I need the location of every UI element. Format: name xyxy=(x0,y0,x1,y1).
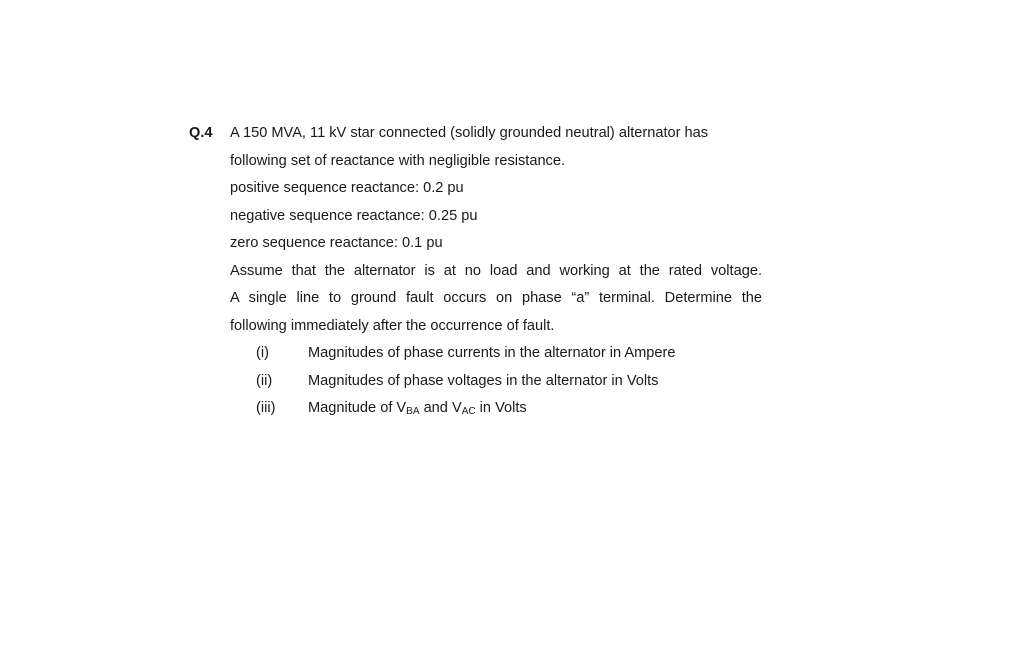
question-line: Assume that the alternator is at no load and working at the rated voltage. xyxy=(230,262,762,279)
question-number: Q.4 xyxy=(189,125,213,141)
question-line: A 150 MVA, 11 kV star connected (solidly grounded neutral) alternator has xyxy=(230,125,709,141)
list-item xyxy=(230,341,762,369)
list-item-number: (i) xyxy=(256,345,269,361)
list-item xyxy=(230,369,762,397)
question-body xyxy=(230,121,762,424)
text-segment: and V xyxy=(419,400,462,416)
list-item-text: Magnitudes of phase voltages in the alternator in Volts xyxy=(308,372,659,389)
list-item xyxy=(230,396,762,424)
list-item-text xyxy=(308,396,527,420)
text-segment: in Volts xyxy=(475,400,527,416)
list-item-text: Magnitudes of phase currents in the alternator in Ampere xyxy=(308,345,676,361)
subscript: BA xyxy=(406,406,420,417)
list-item-number: (iii) xyxy=(256,400,276,416)
question-line: zero sequence reactance: 0.1 pu xyxy=(230,235,443,251)
question-line: following immediately after the occurrence of fault. xyxy=(230,317,555,334)
question-line: negative sequence reactance: 0.25 pu xyxy=(230,207,478,224)
list-item-number: (ii) xyxy=(256,372,273,389)
question-line: following set of reactance with negligible resistance. xyxy=(230,152,566,169)
question-line: positive sequence reactance: 0.2 pu xyxy=(230,180,464,196)
question-line: A single line to ground fault occurs on phase “a” terminal. Determine the xyxy=(230,290,762,306)
text-segment: Magnitude of V xyxy=(308,400,407,416)
subscript: AC xyxy=(461,406,476,417)
